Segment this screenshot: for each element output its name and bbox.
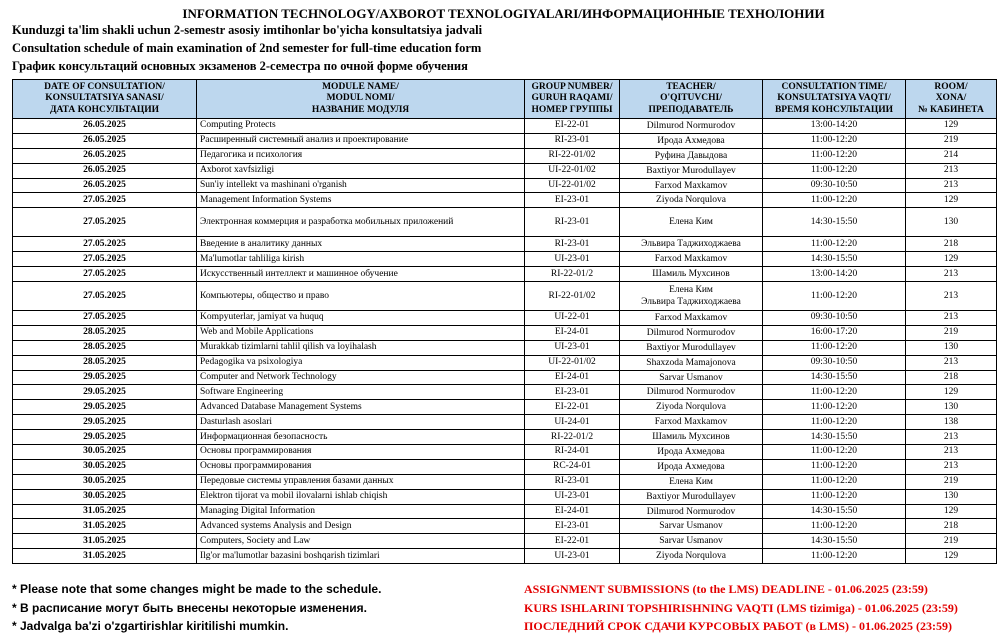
teacher-name: Елена Ким: [669, 285, 713, 296]
teacher-cell: [620, 459, 763, 474]
module-cell: Computing Protects: [197, 119, 525, 134]
header-teacher-en: TEACHER/: [666, 81, 716, 92]
group-cell: RI-22-01/02: [525, 282, 620, 311]
table-header-row: [13, 80, 997, 119]
header-time-ru: ВРЕМЯ КОНСУЛЬТАЦИИ: [774, 104, 894, 115]
table-row: [13, 252, 997, 267]
teacher-name: Dilmurod Normurodov: [646, 387, 736, 398]
date-cell: 31.05.2025: [13, 504, 197, 519]
table-row: [13, 311, 997, 326]
header-time-uz: KONSULTATSIYA VAQTI/: [777, 93, 891, 104]
time-cell: 11:00-12:20: [763, 415, 906, 430]
date-cell: 28.05.2025: [13, 325, 197, 340]
time-cell: 11:00-12:20: [763, 193, 906, 208]
teacher-cell: [620, 267, 763, 282]
room-cell: 130: [906, 208, 997, 237]
room-cell: 130: [906, 340, 997, 355]
group-cell: RI-23-01: [525, 208, 620, 237]
time-cell: 11:00-12:20: [763, 459, 906, 474]
time-cell: 11:00-12:20: [763, 445, 906, 460]
page-title: INFORMATION TECHNOLOGY/AXBOROT TEXNOLOGIYALARI/ИНФОРМАЦИОННЫЕ ТЕХНОЛОНИИ: [182, 6, 825, 21]
group-cell: UI-22-01/02: [525, 355, 620, 370]
header-group-en: GROUP NUMBER/: [531, 81, 613, 92]
group-cell: UI-23-01: [525, 489, 620, 504]
module-cell: Computer and Network Technology: [197, 370, 525, 385]
teacher-cell: [620, 178, 763, 193]
room-cell: 213: [906, 163, 997, 178]
room-cell: 214: [906, 148, 997, 163]
teacher-cell: [620, 355, 763, 370]
time-cell: 13:00-14:20: [763, 119, 906, 134]
teacher-cell: [620, 311, 763, 326]
module-cell: Расширенный системный анализ и проектирование: [197, 133, 525, 148]
teacher-name: Sarvar Usmanov: [659, 372, 723, 383]
table-row: [13, 355, 997, 370]
group-cell: EI-24-01: [525, 325, 620, 340]
header-date-uz: KONSULTATSIYA SANASI/: [45, 93, 164, 104]
module-cell: Software Engineering: [197, 385, 525, 400]
time-cell: 11:00-12:20: [763, 385, 906, 400]
room-cell: 219: [906, 133, 997, 148]
teacher-cell: [620, 549, 763, 564]
group-cell: RI-23-01: [525, 474, 620, 489]
teacher-name: Ziyoda Norqulova: [656, 551, 726, 562]
table-row: [13, 459, 997, 474]
teacher-cell: [620, 489, 763, 504]
module-cell: Dasturlash asoslari: [197, 415, 525, 430]
room-cell: 129: [906, 385, 997, 400]
group-cell: EI-22-01: [525, 534, 620, 549]
group-cell: UI-22-01/02: [525, 178, 620, 193]
teacher-name: Ziyoda Norqulova: [656, 195, 726, 206]
date-cell: 27.05.2025: [13, 193, 197, 208]
teacher-name: Dilmurod Normurodov: [646, 327, 736, 338]
room-cell: 213: [906, 282, 997, 311]
date-cell: 26.05.2025: [13, 119, 197, 134]
room-cell: 129: [906, 193, 997, 208]
header-module: [197, 80, 525, 119]
room-cell: 129: [906, 504, 997, 519]
header-room-uz: XONA/: [935, 93, 967, 104]
group-cell: RI-23-01: [525, 237, 620, 252]
teacher-name: Dilmurod Normurodov: [646, 506, 736, 517]
room-cell: 213: [906, 430, 997, 445]
table-row: [13, 504, 997, 519]
table-row: [13, 340, 997, 355]
table-row: [13, 193, 997, 208]
teacher-cell: [620, 370, 763, 385]
module-cell: Основы программирования: [197, 445, 525, 460]
room-cell: 213: [906, 459, 997, 474]
module-cell: Передовые системы управления базами данных: [197, 474, 525, 489]
header-room-en: ROOM/: [934, 81, 968, 92]
teacher-name: Dilmurod Normurodov: [646, 120, 736, 131]
table-body: [13, 119, 997, 564]
table-row: [13, 325, 997, 340]
date-cell: 27.05.2025: [13, 237, 197, 252]
module-cell: Основы программирования: [197, 459, 525, 474]
table-row: [13, 474, 997, 489]
table-row: [13, 370, 997, 385]
deadline-en: ASSIGNMENT SUBMISSIONS (to the LMS) DEADLINE - 01.06.2025 (23:59): [524, 582, 928, 596]
teacher-name: Ирода Ахмедова: [657, 446, 725, 457]
header-date-en: DATE OF CONSULTATION/: [44, 81, 165, 92]
group-cell: RI-22-01/2: [525, 267, 620, 282]
room-cell: 138: [906, 415, 997, 430]
date-cell: 31.05.2025: [13, 549, 197, 564]
group-cell: UI-23-01: [525, 340, 620, 355]
time-cell: 11:00-12:20: [763, 148, 906, 163]
teacher-cell: [620, 430, 763, 445]
room-cell: 213: [906, 311, 997, 326]
room-cell: 218: [906, 519, 997, 534]
teacher-cell: [620, 534, 763, 549]
teacher-name: Baxtiyor Murodullayev: [646, 491, 736, 502]
teacher-cell: [620, 340, 763, 355]
module-cell: Искусственный интеллект и машинное обучение: [197, 267, 525, 282]
header-teacher-ru: ПРЕПОДАВАТЕЛЬ: [648, 104, 734, 115]
teacher-name: Руфина Давыдова: [654, 150, 728, 161]
header-group: [525, 80, 620, 119]
module-cell: Computers, Society and Law: [197, 534, 525, 549]
note-ru: * В расписание могут быть внесены некоторые изменения.: [12, 600, 367, 615]
module-cell: Advanced Database Management Systems: [197, 400, 525, 415]
date-cell: 27.05.2025: [13, 208, 197, 237]
group-cell: UI-24-01: [525, 415, 620, 430]
module-cell: Elektron tijorat va mobil ilovalarni ishlab chiqish: [197, 489, 525, 504]
header-date: [13, 80, 197, 119]
group-cell: UI-22-01: [525, 311, 620, 326]
teacher-cell: [620, 504, 763, 519]
module-cell: Педагогика и психология: [197, 148, 525, 163]
time-cell: 09:30-10:50: [763, 311, 906, 326]
room-cell: 130: [906, 489, 997, 504]
date-cell: 29.05.2025: [13, 370, 197, 385]
header-group-ru: НОМЕР ГРУППЫ: [531, 104, 613, 115]
time-cell: 14:30-15:50: [763, 252, 906, 267]
note-en: * Please note that some changes might be made to the schedule.: [12, 582, 382, 596]
room-cell: 218: [906, 370, 997, 385]
table-row: [13, 445, 997, 460]
module-cell: Ma'lumotlar tahliliga kirish: [197, 252, 525, 267]
teacher-name: Ирода Ахмедова: [657, 461, 725, 472]
deadline-ru: ПОСЛЕДНИЙ СРОК СДАЧИ КУРСОВЫХ РАБОТ (в LMS) - 01.06.2025 (23:59): [524, 619, 952, 633]
room-cell: 213: [906, 267, 997, 282]
time-cell: 16:00-17:20: [763, 325, 906, 340]
time-cell: 11:00-12:20: [763, 133, 906, 148]
time-cell: 11:00-12:20: [763, 340, 906, 355]
teacher-name: Baxtiyor Murodullayev: [646, 165, 736, 176]
date-cell: 30.05.2025: [13, 445, 197, 460]
module-cell: Kompyuterlar, jamiyat va huquq: [197, 311, 525, 326]
time-cell: 14:30-15:50: [763, 504, 906, 519]
module-cell: Web and Mobile Applications: [197, 325, 525, 340]
module-cell: Advanced systems Analysis and Design: [197, 519, 525, 534]
table-row: [13, 119, 997, 134]
table-row: [13, 534, 997, 549]
header-module-ru: НАЗВАНИЕ МОДУЛЯ: [311, 104, 410, 115]
date-cell: 29.05.2025: [13, 415, 197, 430]
notes-block: [12, 580, 512, 636]
time-cell: 11:00-12:20: [763, 400, 906, 415]
group-cell: EI-23-01: [525, 385, 620, 400]
module-cell: Axborot xavfsizligi: [197, 163, 525, 178]
module-cell: Электронная коммерция и разработка мобильных приложений: [197, 208, 525, 237]
date-cell: 30.05.2025: [13, 459, 197, 474]
header-module-uz: MODUL NOMI/: [326, 93, 395, 104]
teacher-name: Sarvar Usmanov: [659, 536, 723, 547]
subtitle-ru: График консультаций основных экзаменов 2-семестра по очной форме обучения: [12, 59, 468, 73]
teacher-name: Ziyoda Norqulova: [656, 402, 726, 413]
group-cell: UI-23-01: [525, 252, 620, 267]
teacher-cell: [620, 208, 763, 237]
date-cell: 26.05.2025: [13, 148, 197, 163]
header-date-ru: ДАТА КОНСУЛЬТАЦИИ: [49, 104, 160, 115]
module-cell: Management Information Systems: [197, 193, 525, 208]
table-row: [13, 385, 997, 400]
teacher-name: Елена Ким: [669, 476, 713, 487]
time-cell: 11:00-12:20: [763, 237, 906, 252]
room-cell: 130: [906, 400, 997, 415]
teacher-cell: [620, 445, 763, 460]
teacher-cell: [620, 133, 763, 148]
teacher-cell: [620, 252, 763, 267]
teacher-name: Елена Ким: [669, 217, 713, 228]
date-cell: 26.05.2025: [13, 163, 197, 178]
teacher-cell: [620, 519, 763, 534]
teacher-cell: [620, 474, 763, 489]
room-cell: 213: [906, 445, 997, 460]
module-cell: Pedagogika va psixologiya: [197, 355, 525, 370]
time-cell: 09:30-10:50: [763, 178, 906, 193]
module-cell: Sun'iy intellekt va mashinani o'rganish: [197, 178, 525, 193]
header-time: [763, 80, 906, 119]
teacher-cell: [620, 237, 763, 252]
teacher-name: Farxod Maxkamov: [654, 180, 728, 191]
time-cell: 11:00-12:20: [763, 163, 906, 178]
table-row: [13, 178, 997, 193]
teacher-cell: [620, 193, 763, 208]
teacher-cell: [620, 415, 763, 430]
time-cell: 09:30-10:50: [763, 355, 906, 370]
header-teacher: [620, 80, 763, 119]
date-cell: 27.05.2025: [13, 267, 197, 282]
group-cell: RI-22-01/02: [525, 148, 620, 163]
date-cell: 29.05.2025: [13, 430, 197, 445]
group-cell: RI-22-01/2: [525, 430, 620, 445]
teacher-name: Эльвира Таджиходжаева: [641, 297, 741, 308]
teacher-cell: [620, 385, 763, 400]
note-uz: * Jadvalga ba'zi o'zgartirishlar kiritilishi mumkin.: [12, 619, 289, 633]
module-cell: Managing Digital Information: [197, 504, 525, 519]
room-cell: 219: [906, 325, 997, 340]
group-cell: EI-22-01: [525, 400, 620, 415]
teacher-name: Sarvar Usmanov: [659, 521, 723, 532]
deadline-block: [524, 580, 1004, 636]
group-cell: RC-24-01: [525, 459, 620, 474]
deadline-uz: KURS ISHLARINI TOPSHIRISHNING VAQTI (LMS tizimiga) - 01.06.2025 (23:59): [524, 600, 958, 615]
table-row: [13, 400, 997, 415]
room-cell: 219: [906, 474, 997, 489]
table-row: [13, 282, 997, 311]
table-row: [13, 148, 997, 163]
date-cell: 29.05.2025: [13, 385, 197, 400]
date-cell: 30.05.2025: [13, 489, 197, 504]
teacher-name: Эльвира Таджиходжаева: [641, 239, 741, 250]
time-cell: 14:30-15:50: [763, 370, 906, 385]
teacher-cell: [620, 400, 763, 415]
table-row: [13, 549, 997, 564]
room-cell: 219: [906, 534, 997, 549]
header-room: [906, 80, 997, 119]
time-cell: 14:30-15:50: [763, 430, 906, 445]
header-group-uz: GURUH RAQAMI/: [531, 93, 613, 104]
time-cell: 14:30-15:50: [763, 534, 906, 549]
date-cell: 28.05.2025: [13, 340, 197, 355]
module-cell: Компьютеры, общество и право: [197, 282, 525, 311]
header-module-en: MODULE NAME/: [322, 81, 399, 92]
time-cell: 13:00-14:20: [763, 267, 906, 282]
subtitle-uz: Kunduzgi ta'lim shakli uchun 2-semestr asosiy imtihonlar bo'yicha konsultatsiya jadvali: [12, 23, 483, 37]
date-cell: 26.05.2025: [13, 133, 197, 148]
time-cell: 11:00-12:20: [763, 519, 906, 534]
table-row: [13, 415, 997, 430]
room-cell: 213: [906, 355, 997, 370]
date-cell: 31.05.2025: [13, 534, 197, 549]
module-cell: Информационная безопасность: [197, 430, 525, 445]
date-cell: 29.05.2025: [13, 400, 197, 415]
date-cell: 30.05.2025: [13, 474, 197, 489]
time-cell: 14:30-15:50: [763, 208, 906, 237]
teacher-cell: [620, 148, 763, 163]
consultation-table: [12, 79, 997, 564]
date-cell: 28.05.2025: [13, 355, 197, 370]
time-cell: 11:00-12:20: [763, 282, 906, 311]
table-row: [13, 133, 997, 148]
teacher-cell: [620, 163, 763, 178]
table-row: [13, 163, 997, 178]
group-cell: UI-22-01/02: [525, 163, 620, 178]
module-cell: Введение в аналитику данных: [197, 237, 525, 252]
teacher-name: Шамиль Мухсинов: [652, 432, 730, 443]
header-teacher-uz: O'QITUVCHI/: [660, 93, 722, 104]
room-cell: 129: [906, 119, 997, 134]
teacher-name: Farxod Maxkamov: [654, 417, 728, 428]
group-cell: EI-24-01: [525, 504, 620, 519]
room-cell: 218: [906, 237, 997, 252]
group-cell: UI-23-01: [525, 549, 620, 564]
group-cell: EI-22-01: [525, 119, 620, 134]
module-cell: Ilg'or ma'lumotlar bazasini boshqarish tizimlari: [197, 549, 525, 564]
teacher-cell: [620, 325, 763, 340]
group-cell: RI-23-01: [525, 133, 620, 148]
header-room-ru: № КАБИНЕТА: [918, 104, 984, 115]
teacher-name: Baxtiyor Murodullayev: [646, 342, 736, 353]
room-cell: 129: [906, 252, 997, 267]
time-cell: 11:00-12:20: [763, 489, 906, 504]
time-cell: 11:00-12:20: [763, 474, 906, 489]
teacher-name: Шамиль Мухсинов: [652, 269, 730, 280]
teacher-name: Shaxzoda Mamajonova: [646, 357, 736, 368]
group-cell: EI-23-01: [525, 519, 620, 534]
date-cell: 27.05.2025: [13, 252, 197, 267]
table-row: [13, 430, 997, 445]
module-cell: Murakkab tizimlarni tahlil qilish va loyihalash: [197, 340, 525, 355]
table-row: [13, 237, 997, 252]
date-cell: 26.05.2025: [13, 178, 197, 193]
room-cell: 213: [906, 178, 997, 193]
group-cell: EI-23-01: [525, 193, 620, 208]
teacher-cell: [620, 119, 763, 134]
date-cell: 27.05.2025: [13, 282, 197, 311]
table-row: [13, 267, 997, 282]
group-cell: RI-24-01: [525, 445, 620, 460]
room-cell: 129: [906, 549, 997, 564]
teacher-name: Farxod Maxkamov: [654, 254, 728, 265]
header-time-en: CONSULTATION TIME/: [781, 81, 887, 92]
subtitle-en: Consultation schedule of main examination of 2nd semester for full-time education form: [12, 41, 482, 55]
table-row: [13, 519, 997, 534]
teacher-cell: [620, 282, 763, 311]
group-cell: EI-24-01: [525, 370, 620, 385]
table-row: [13, 489, 997, 504]
date-cell: 31.05.2025: [13, 519, 197, 534]
date-cell: 27.05.2025: [13, 311, 197, 326]
table-row: [13, 208, 997, 237]
teacher-name: Ирода Ахмедова: [657, 135, 725, 146]
time-cell: 11:00-12:20: [763, 549, 906, 564]
teacher-name: Farxod Maxkamov: [654, 312, 728, 323]
